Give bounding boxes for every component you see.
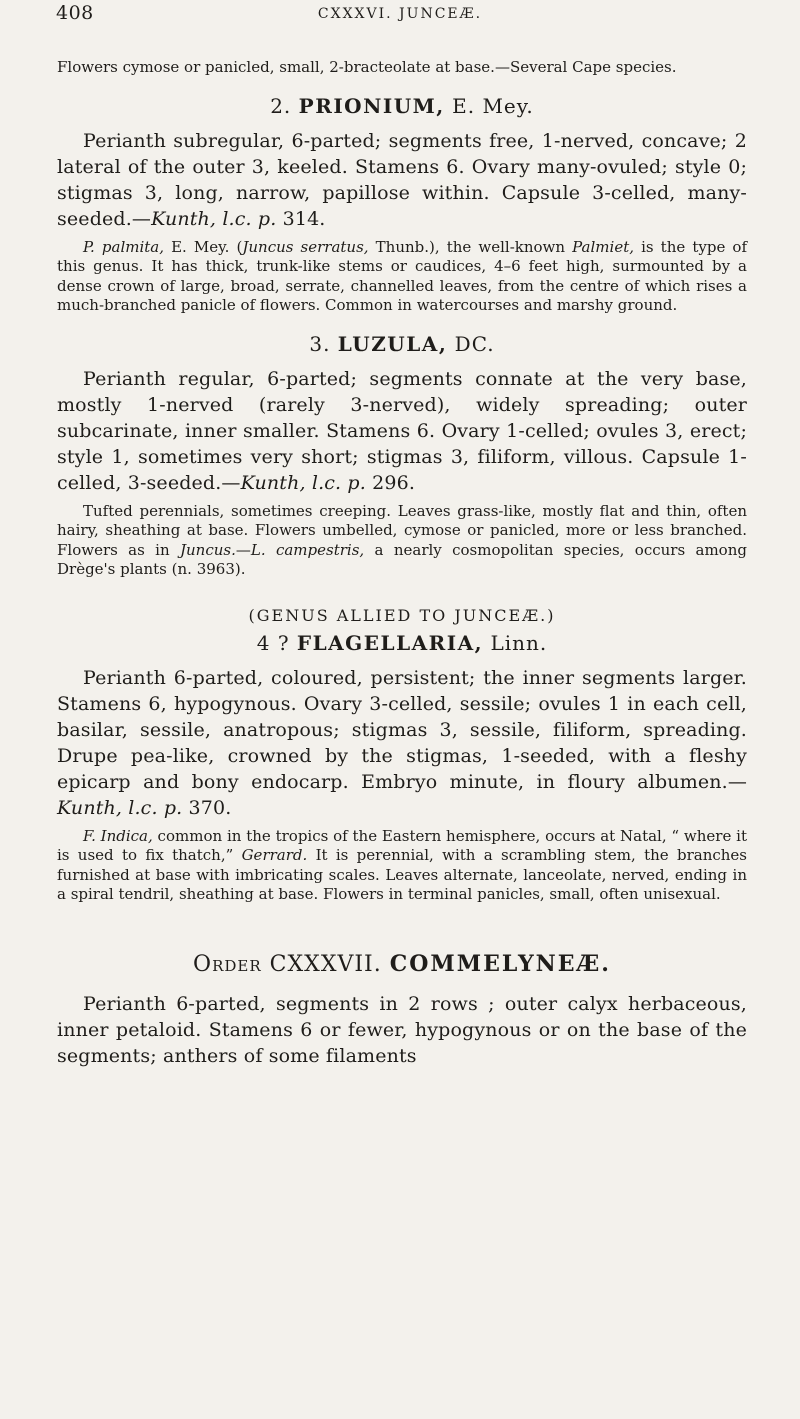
genus-heading-luzula <box>57 332 747 356</box>
page-number: 408 <box>56 2 94 24</box>
species-name: L. campestris, <box>250 540 365 559</box>
citation: Kunth, l.c. p. <box>240 471 366 494</box>
genus-number: 2. <box>270 93 292 118</box>
description-text: Perianth 6-parted, coloured, persistent; the inner segments larger. Stamens 6, hypogynous. Ovary 3-celled, sessile; ovules 1 in each cell, basilar, sessile, anatropous; stigmas 3, sessile, filiform, spreading. Drupe pea-like, crowned by the stigmas, 1-seeded, with a fleshy epicarp and bony endocarp. Embryo minute, in floury albumen.— <box>57 666 747 793</box>
genus-name: LUZULA, <box>337 331 448 356</box>
species-text: Thunb.), the well-known <box>368 237 573 256</box>
genus-description-luzula <box>57 366 747 496</box>
genus-author: Linn. <box>490 630 548 655</box>
order-name: COMMELYNEÆ. <box>389 950 611 977</box>
species-note-luzula <box>57 502 747 580</box>
allied-genus-heading: (GENUS ALLIED TO JUNCEÆ.) <box>248 605 556 625</box>
citation: Kunth, l.c. p. <box>151 207 277 230</box>
intro-paragraph: Flowers cymose or panicled, small, 2-bracteolate at base.—Several Cape species. <box>57 58 677 76</box>
species-text: Tufted perennials, sometimes creeping. Leaves grass-like, mostly flat and thin, often hairy, sheathing at base. Flowers umbelled, cymose or panicled, more or less branched. Flowers as in <box>57 501 747 559</box>
collector-name: Gerrard. <box>241 846 308 864</box>
order-description: Perianth 6-parted, segments in 2 rows ; outer calyx herbaceous, inner petaloid. Stamens 6 or fewer, hypogynous or on the base of the segments; anthers of some filaments <box>57 992 747 1067</box>
species-text: — <box>235 540 251 559</box>
species-name: P. palmita, <box>83 237 165 256</box>
species-note-flagellaria <box>57 827 747 905</box>
citation-page: 296. <box>365 471 416 494</box>
species-text: is the type of this genus. It has thick, trunk-like stems or caudices, 4–6 feet high, surmounted by a dense crown of large, broad, serrate, channelled leaves, from the centre of which rises a much-branched panicle of flowers. Common in watercourses and marshy ground. <box>57 237 747 314</box>
species-text: common in the tropics of the Eastern hemisphere, occurs at Natal, “ where it is used to fix thatch,” <box>57 826 747 864</box>
genus-name: FLAGELLARIA, <box>296 630 484 655</box>
order-label: Order <box>193 951 262 977</box>
species-text: E. Mey. ( <box>164 237 243 256</box>
genus-author: DC. <box>454 331 495 356</box>
synonym: Juncus serratus, <box>242 237 369 256</box>
running-head: CXXXVI. JUNCEÆ. <box>317 6 483 22</box>
order-number: CXXXVII. <box>269 951 382 977</box>
common-name: Palmiet, <box>572 237 634 256</box>
genus-description-flagellaria <box>57 665 747 821</box>
description-text: Perianth subregular, 6-parted; segments free, 1-nerved, concave; 2 lateral of the outer 3, keeled. Stamens 6. Ovary many-ovuled; style 0; stigmas 3, long, narrow, papillose within. Capsule 3-celled, many-seeded.— <box>57 129 747 230</box>
species-note-prionium <box>57 238 747 316</box>
species-text: It is perennial, with a scrambling stem, the branches furnished at base with imbricating scales. Leaves alternate, lanceolate, nerved, ending in a spiral tendril, sheathing at base. Flowers in terminal panicles, small, often unisexual. <box>57 846 747 903</box>
genus-number: 3. <box>309 331 331 356</box>
genus-description-prionium <box>57 128 747 232</box>
order-heading <box>57 951 747 977</box>
genus-heading-prionium <box>57 94 747 118</box>
genus-name: PRIONIUM, <box>298 93 445 118</box>
genus-number: 4 ? <box>256 630 290 655</box>
genus-author: E. Mey. <box>452 93 534 118</box>
description-text: Perianth regular, 6-parted; segments connate at the very base, mostly 1-nerved (rarely 3-nerved), widely spreading; outer subcarinate, inner smaller. Stamens 6. Ovary 1-celled; ovules 3, erect; style 1, sometimes very short; stigmas 3, filiform, villous. Capsule 1-celled, 3-seeded.— <box>57 367 747 494</box>
citation: Kunth, l.c. p. <box>57 796 183 819</box>
species-text: a nearly cosmopolitan species, occurs among Drège's plants (n. 3963). <box>57 540 747 578</box>
genus-heading-flagellaria <box>57 631 747 655</box>
citation-page: 314. <box>276 207 326 230</box>
citation-page: 370. <box>182 796 232 819</box>
genus-reference: Juncus. <box>180 540 236 559</box>
species-name: F. Indica, <box>83 826 153 845</box>
page-body <box>57 58 747 1069</box>
